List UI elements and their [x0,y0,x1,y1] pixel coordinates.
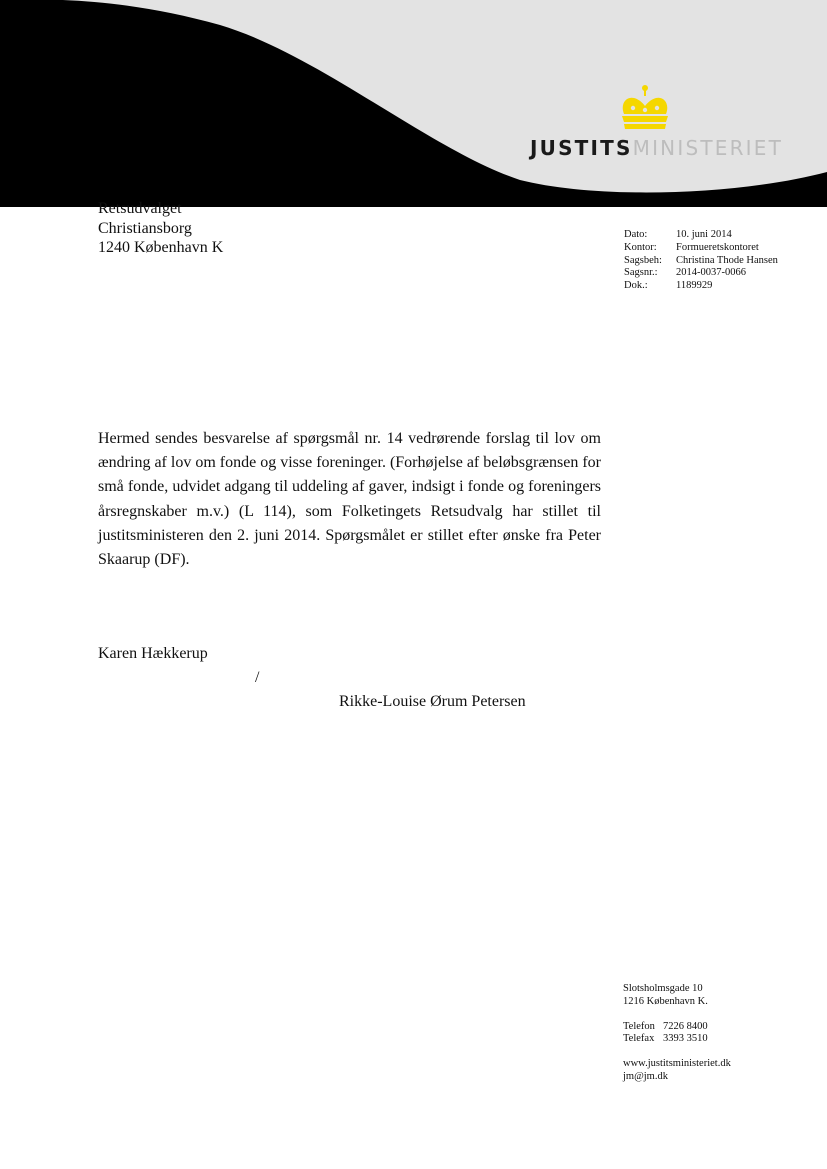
logo-text-justits: JUSTITS [530,136,633,160]
meta-value: 10. juni 2014 [676,229,732,240]
letterhead-banner [0,0,827,208]
footer-fax-label: Telefax [623,1033,655,1045]
footer-phone-label: Telefon [623,1020,655,1032]
footer-fax: 3393 3510 [663,1033,708,1045]
recipient-line-2: Christiansborg [98,220,192,237]
footer-fax-row [623,1033,731,1046]
meta-row-case-handler [624,255,778,268]
footer-street: Slotsholmsgade 10 [623,983,703,994]
meta-value: 1189929 [676,280,713,292]
logo-text-ministeriet: MINISTERIET [632,136,784,160]
footer-phone: 7226 8400 [663,1020,708,1032]
recipient-line-3: 1240 København K [98,239,224,256]
meta-value: Formueretskontoret [676,241,759,253]
letter-body: Hermed sendes besvarelse af spørgsmål nr. 14 vedrørende forslag til lov om ændring af lov om fonde og visse foreninger. (Forhøjelse af beløbsgrænsen for små fonde, udvidet adgang til uddeling af gaver, indsigt i fonde og foreningers årsregnskaber m.v.) (L 114), som Folketingets Retsudvalg har stillet til justitsministeren den 2. juni 2014. Spørgsmålet er stillet efter ønske fra Peter Skaarup (DF). [98,430,602,569]
meta-row-date [624,229,778,242]
crown-icon [616,84,674,132]
footer-email-link[interactable]: jm@jm.dk [623,1070,668,1082]
footer-contact [623,983,731,1084]
recipient-line-1: Retsudvalget [98,200,182,217]
meta-value: 2014-0037-0066 [676,267,746,279]
meta-label: Sagsnr.: [624,267,658,279]
meta-label: Kontor: [624,241,657,253]
meta-row-case-number [624,267,778,280]
ministry-logo-text [530,136,783,160]
signature-minister: Karen Hækkerup [98,645,208,662]
footer-phone-row [623,1021,731,1034]
footer-website-link[interactable]: www.justitsministeriet.dk [623,1058,731,1070]
meta-value: Christina Thode Hansen [676,254,778,266]
document-metadata [624,229,778,293]
meta-label: Dok.: [624,280,648,292]
meta-label: Dato: [624,229,648,240]
meta-label: Sagsbeh: [624,254,662,266]
footer-city: 1216 København K. [623,995,708,1007]
meta-row-office [624,242,778,255]
meta-row-document [624,280,778,293]
signature-official: Rikke-Louise Ørum Petersen [339,693,526,710]
signature-separator: / [255,669,260,686]
